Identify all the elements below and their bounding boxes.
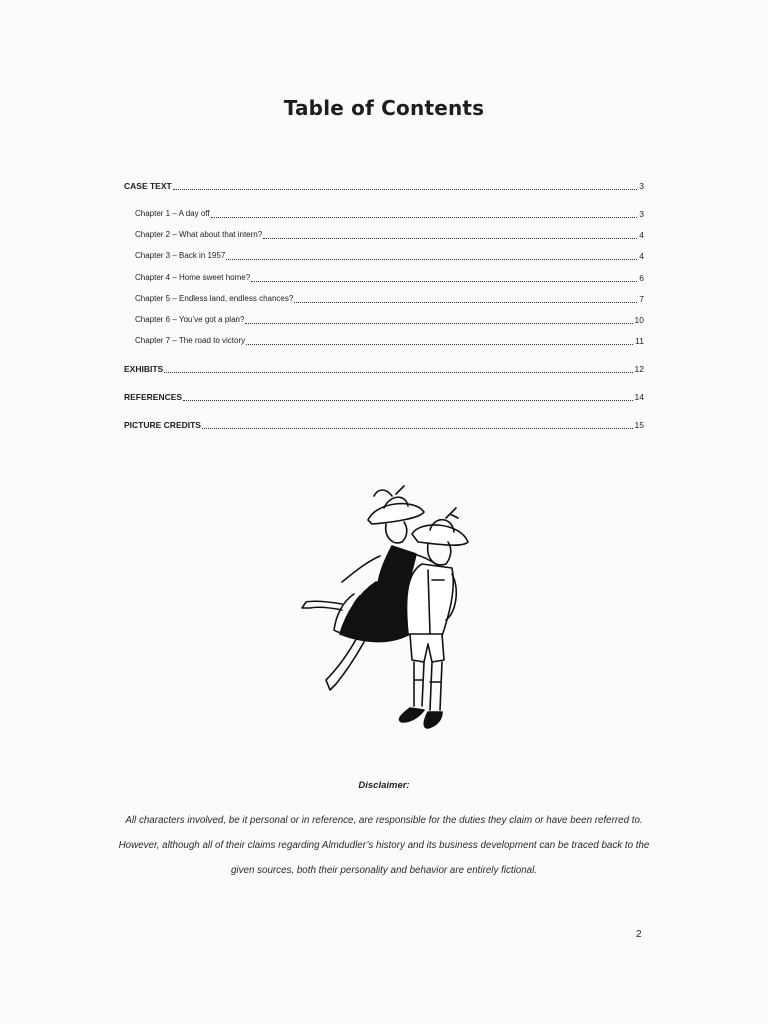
dot-leader: [164, 370, 632, 373]
toc-entry-chapter-6[interactable]: [135, 315, 644, 325]
toc-entry-label: PICTURE CREDITS: [124, 420, 201, 430]
toc-entry-picture-credits[interactable]: [124, 420, 644, 430]
dot-leader: [202, 426, 633, 429]
toc-entry-label: CASE TEXT: [124, 181, 172, 191]
dot-leader: [246, 342, 633, 345]
toc-entry-chapter-3[interactable]: [135, 251, 644, 261]
toc-entry-label: REFERENCES: [124, 392, 183, 402]
toc-entry-page: 3: [639, 181, 644, 191]
toc-entry-references[interactable]: [124, 392, 644, 402]
toc-entry-label: Chapter 5 – Endless land, endless chances?: [135, 294, 294, 303]
toc-entry-chapter-7[interactable]: [135, 336, 644, 346]
toc-entry-case-text[interactable]: [124, 181, 644, 191]
toc-entry-page: 14: [634, 392, 644, 402]
toc-entry-label: EXHIBITS: [124, 364, 164, 374]
dancing-couple-illustration: [296, 484, 476, 744]
toc-entry-page: 7: [639, 294, 644, 304]
toc-entry-exhibits[interactable]: [124, 364, 644, 374]
page-title: Table of Contents: [283, 96, 485, 120]
toc-entry-label: Chapter 2 – What about that intern?: [135, 230, 263, 239]
toc-entry-page: 6: [639, 273, 644, 283]
toc-entry-chapter-2[interactable]: [135, 230, 644, 240]
dot-leader: [173, 187, 638, 190]
toc-entry-label: Chapter 3 – Back in 1957: [135, 251, 226, 260]
dot-leader: [294, 300, 637, 303]
page-number: 2: [636, 929, 642, 940]
disclaimer-heading: Disclaimer:: [358, 780, 410, 791]
dot-leader: [245, 321, 632, 324]
toc-entry-page: 11: [635, 336, 644, 346]
dot-leader: [263, 236, 637, 239]
toc-entry-chapter-4[interactable]: [135, 273, 644, 283]
toc-entry-chapter-5[interactable]: [135, 294, 644, 304]
dot-leader: [251, 279, 637, 282]
dot-leader: [183, 398, 632, 401]
toc-entry-page: 12: [634, 364, 644, 374]
toc-entry-label: Chapter 6 – You’ve got a plan?: [135, 315, 245, 324]
toc-entry-chapter-1[interactable]: [135, 209, 644, 219]
toc-entry-label: Chapter 7 – The road to victory: [135, 336, 246, 345]
toc-entry-page: 4: [639, 230, 644, 240]
disclaimer-text: All characters involved, be it personal or in reference, are responsible for the duties they claim or have been referred to. However, although all of their claims regarding Almdudler’s history and its business development can be traced back to the given sources, both their personality and behavior are entirely fictional.: [118, 815, 650, 876]
toc-entry-page: 3: [639, 209, 644, 219]
toc-entry-label: Chapter 1 – A day off: [135, 209, 210, 218]
toc-entry-page: 15: [634, 420, 644, 430]
toc-entry-label: Chapter 4 – Home sweet home?: [135, 273, 251, 282]
dot-leader: [226, 257, 637, 260]
dot-leader: [211, 215, 638, 218]
toc-entry-page: 4: [639, 251, 644, 261]
toc-entry-page: 10: [634, 315, 644, 325]
